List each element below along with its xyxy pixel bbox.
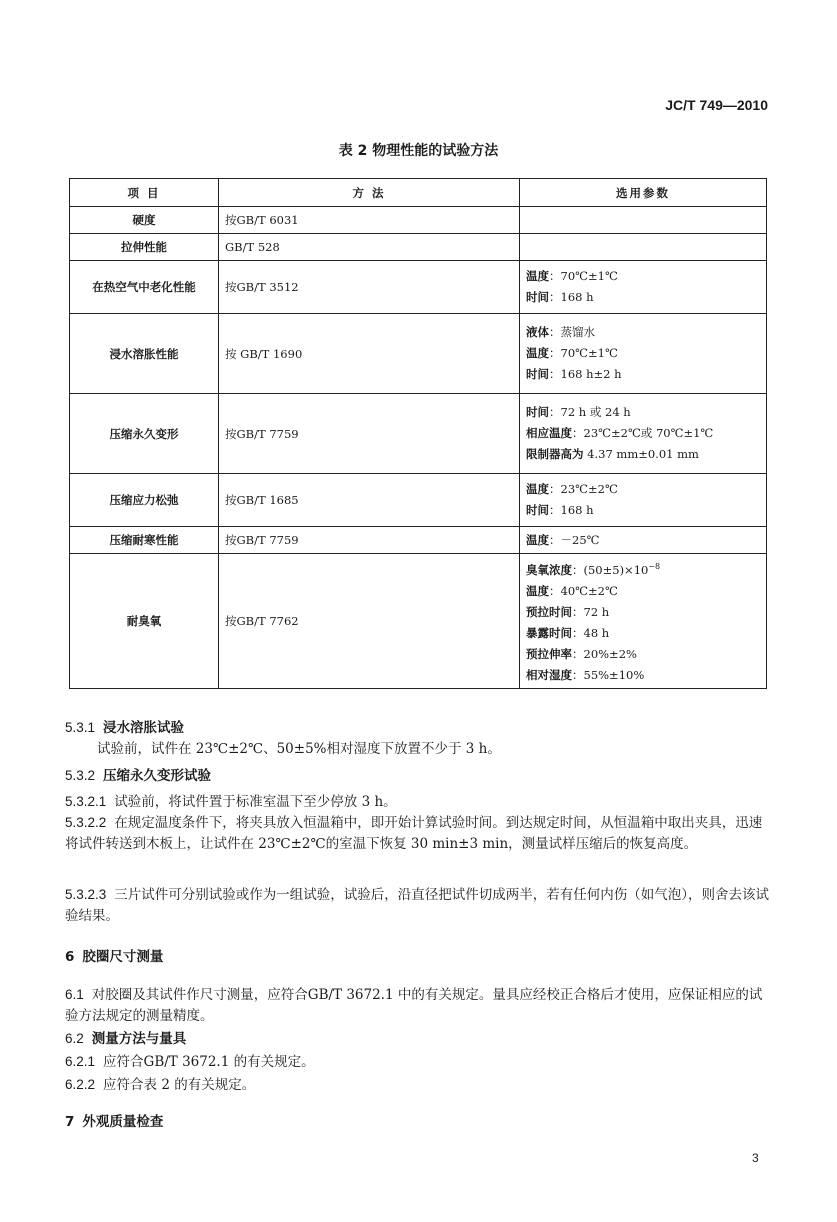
row-item: 压缩永久变形 xyxy=(70,394,219,474)
param-line xyxy=(526,665,760,686)
param-value: ：－25℃ xyxy=(549,532,600,547)
param-value: ：70℃±1℃ xyxy=(549,269,618,283)
row-item: 压缩耐寒性能 xyxy=(70,527,219,554)
param-value: ：168 h±2 h xyxy=(549,367,622,381)
param-line xyxy=(526,602,760,623)
section-number: 5.3.2.2 xyxy=(65,815,107,830)
section-number: 5.3.2 xyxy=(65,768,96,783)
section-text: 应符合表 2 的有关规定。 xyxy=(103,1077,256,1093)
section-5-3-2-1 xyxy=(65,791,775,813)
row-item: 耐臭氧 xyxy=(70,554,219,689)
table-row xyxy=(70,554,767,689)
section-number: 6.2.2 xyxy=(65,1077,96,1092)
section-number: 7 xyxy=(65,1114,75,1130)
table-row xyxy=(70,527,767,554)
param-key: 温度 xyxy=(526,532,549,547)
param-line xyxy=(526,581,760,602)
table-row xyxy=(70,474,767,527)
section-5-3-1-text: 试验前，试件在 23℃±2℃、50±5%相对湿度下放置不少于 3 h。 xyxy=(97,741,501,757)
param-line xyxy=(526,530,760,551)
row-params xyxy=(520,261,767,314)
table-body xyxy=(70,207,767,689)
section-text: 在规定温度条件下，将夹具放入恒温箱中，即开始计算试验时间。到达规定时间，从恒温箱中取出夹具，迅速将试件转送到木板上，让试件在 23℃±2℃的室温下恢复 30 min±3 min，测量试样压缩后的恢复高度。 xyxy=(65,815,763,852)
row-params xyxy=(520,554,767,689)
param-line xyxy=(526,500,760,521)
row-params xyxy=(520,234,767,261)
param-key: 相对湿度 xyxy=(526,667,572,682)
row-method: 按GB/T 7762 xyxy=(219,554,520,689)
table-row xyxy=(70,234,767,261)
row-params xyxy=(520,394,767,474)
section-5-3-2-2 xyxy=(65,812,775,855)
param-key: 预拉时间 xyxy=(526,604,572,619)
header-item: 项 目 xyxy=(70,179,219,207)
section-number: 6.1 xyxy=(65,987,84,1002)
row-item: 浸水溶胀性能 xyxy=(70,314,219,394)
section-title: 外观质量检查 xyxy=(82,1114,164,1130)
row-item: 硬度 xyxy=(70,207,219,234)
param-value: ：168 h xyxy=(549,290,594,304)
param-key: 时间 xyxy=(526,503,549,517)
row-item: 在热空气中老化性能 xyxy=(70,261,219,314)
row-method: 按GB/T 7759 xyxy=(219,527,520,554)
section-5-3-1 xyxy=(65,717,775,739)
section-6-2-1 xyxy=(65,1051,775,1073)
param-line xyxy=(526,287,760,308)
param-value: ：23℃±2℃ xyxy=(549,482,618,496)
param-value: ：48 h xyxy=(572,625,610,640)
header-method: 方 法 xyxy=(219,179,520,207)
section-text: 三片试件可分别试验或作为一组试验，试验后，沿直径把试件切成两半，若有任何内伤（如气泡），则舍去该试验结果。 xyxy=(65,887,770,924)
row-method: GB/T 528 xyxy=(219,234,520,261)
row-params xyxy=(520,527,767,554)
header-params: 选用参数 xyxy=(520,179,767,207)
section-title: 压缩永久变形试验 xyxy=(103,768,212,784)
param-line xyxy=(526,423,760,444)
section-number: 6.2 xyxy=(65,1031,84,1046)
table-row xyxy=(70,261,767,314)
param-key: 时间 xyxy=(526,290,549,304)
section-text: 对胶圈及其试件作尺寸测量，应符合GB/T 3672.1 中的有关规定。量具应经校正合格后才使用，应保证相应的试验方法规定的测量精度。 xyxy=(65,987,763,1024)
section-title: 浸水溶胀试验 xyxy=(103,720,185,736)
section-number: 6.2.1 xyxy=(65,1054,96,1069)
param-key: 液体 xyxy=(526,325,549,339)
section-5-3-2 xyxy=(65,765,775,787)
row-item: 压缩应力松弛 xyxy=(70,474,219,527)
row-params xyxy=(520,207,767,234)
param-key: 温度 xyxy=(526,346,549,360)
param-key: 时间 xyxy=(526,367,549,381)
row-method: 按 GB/T 1690 xyxy=(219,314,520,394)
param-exponent: −8 xyxy=(648,562,661,572)
table-caption: 表 2 物理性能的试验方法 xyxy=(338,143,499,159)
param-value: ：168 h xyxy=(549,503,594,517)
page-number: 3 xyxy=(752,1151,759,1165)
param-value: ：蒸馏水 xyxy=(549,325,595,339)
section-7 xyxy=(65,1112,775,1133)
row-method: 按GB/T 1685 xyxy=(219,474,520,527)
param-value: ：40℃±2℃ xyxy=(549,583,618,598)
param-line xyxy=(526,402,760,423)
section-6-1 xyxy=(65,984,775,1027)
row-params xyxy=(520,474,767,527)
param-line xyxy=(526,343,760,364)
param-line xyxy=(526,266,760,287)
param-key: 时间 xyxy=(526,405,549,419)
param-value: ：70℃±1℃ xyxy=(549,346,618,360)
param-line xyxy=(526,479,760,500)
row-item: 拉伸性能 xyxy=(70,234,219,261)
param-key: 温度 xyxy=(526,269,549,283)
param-key: 限制器高为 xyxy=(526,447,584,461)
table-header-row xyxy=(70,179,767,207)
section-text: 应符合GB/T 3672.1 的有关规定。 xyxy=(103,1054,315,1070)
param-key: 相应温度 xyxy=(526,426,572,440)
row-method: 按GB/T 6031 xyxy=(219,207,520,234)
param-key: 预拉伸率 xyxy=(526,646,572,661)
table-row xyxy=(70,314,767,394)
param-value: ：72 h xyxy=(572,604,610,619)
param-value: ：72 h 或 24 h xyxy=(549,405,631,419)
section-5-3-2-3 xyxy=(65,884,775,927)
param-line xyxy=(526,644,760,665)
section-text: 试验前，将试件置于标准室温下至少停放 3 h。 xyxy=(114,794,397,810)
table-row xyxy=(70,394,767,474)
section-6-2 xyxy=(65,1028,775,1050)
param-value: ：20%±2% xyxy=(572,646,637,661)
param-key: 臭氧浓度 xyxy=(526,562,572,577)
table-row xyxy=(70,207,767,234)
section-number: 6 xyxy=(65,949,75,965)
section-number: 5.3.2.1 xyxy=(65,794,107,809)
section-title: 测量方法与量具 xyxy=(91,1031,187,1047)
param-key: 温度 xyxy=(526,482,549,496)
param-line xyxy=(526,623,760,644)
section-6 xyxy=(65,947,775,968)
row-params xyxy=(520,314,767,394)
row-method: 按GB/T 7759 xyxy=(219,394,520,474)
param-value: ：(50±5)×10 xyxy=(572,562,649,577)
section-6-2-2 xyxy=(65,1074,775,1096)
row-method: 按GB/T 3512 xyxy=(219,261,520,314)
param-value: ：23℃±2℃或 70℃±1℃ xyxy=(572,426,714,440)
param-value: ：55%±10% xyxy=(572,667,645,682)
param-line xyxy=(526,364,760,385)
param-value: 4.37 mm±0.01 mm xyxy=(583,447,699,461)
standard-code: JC/T 749—2010 xyxy=(665,97,768,113)
param-line xyxy=(526,556,760,581)
param-line xyxy=(526,444,760,465)
param-line xyxy=(526,322,760,343)
section-title: 胶圈尺寸测量 xyxy=(82,949,164,965)
section-number: 5.3.1 xyxy=(65,720,96,735)
param-key: 温度 xyxy=(526,583,549,598)
physical-properties-table xyxy=(69,178,767,689)
section-number: 5.3.2.3 xyxy=(65,887,107,902)
param-key: 暴露时间 xyxy=(526,625,572,640)
